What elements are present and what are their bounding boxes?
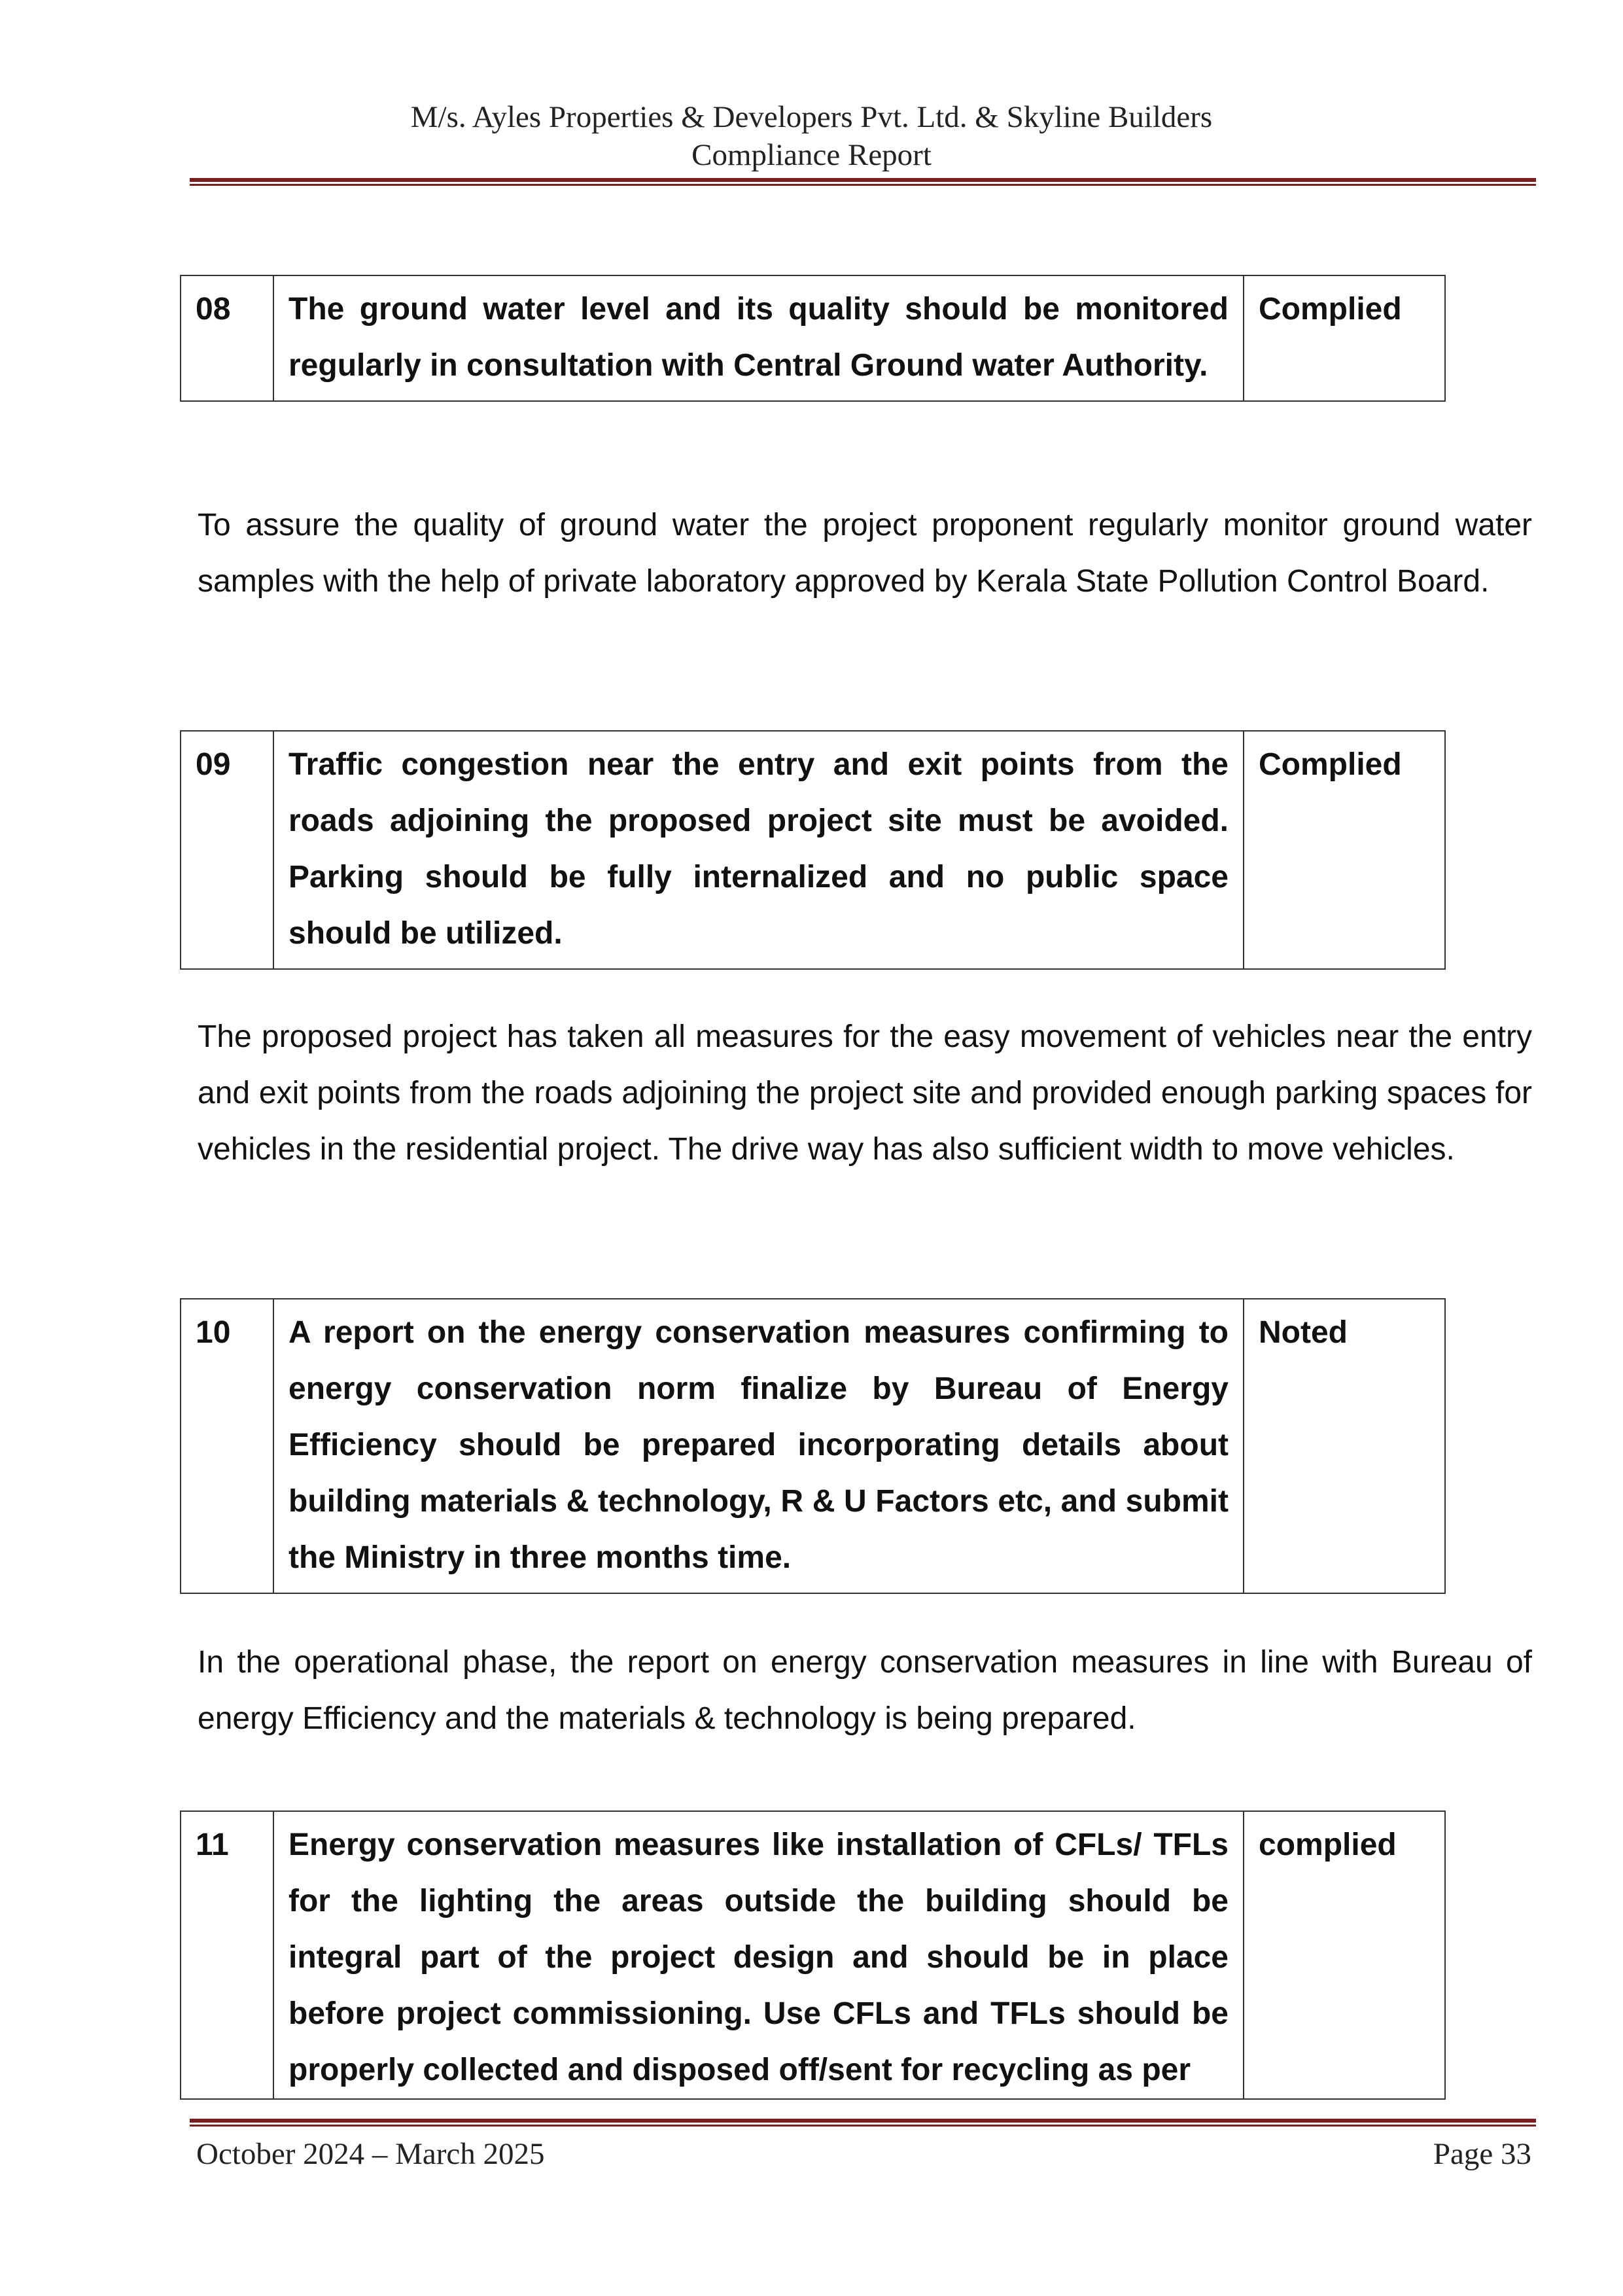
footer-period: October 2024 – March 2025: [196, 2137, 545, 2171]
header-divider: [190, 178, 1536, 186]
condition-table-10: [180, 1298, 1446, 1594]
header-report-title: Compliance Report: [691, 138, 932, 172]
condition-text: Energy conservation measures like installation of CFLs/ TFLs for the lighting the areas outside the building should be integral part of the project design and should be in place before project commissioning. Use CFLs and TFLs should be properly collected and disposed off/sent for recycling as per: [273, 1811, 1244, 2099]
condition-table-11: [180, 1810, 1446, 2100]
compliance-status: Noted: [1244, 1299, 1445, 1593]
condition-text: A report on the energy conservation measures confirming to energy conservation norm finalize by Bureau of Energy Efficiency should be prepared incorporating details about building materials & technology, R & U Factors etc, and submit the Ministry in three months time.: [273, 1299, 1244, 1593]
condition-table-09: [180, 730, 1446, 970]
response-paragraph-08: To assure the quality of ground water the project proponent regularly monitor ground water samples with the help of private laboratory approved by Kerala State Pollution Control Board.: [198, 508, 1532, 599]
condition-text: Traffic congestion near the entry and exit points from the roads adjoining the proposed project site must be avoided. Parking should be fully internalized and no public space should be utilized.: [273, 731, 1244, 969]
page-header: [0, 98, 1623, 174]
compliance-status: Complied: [1244, 731, 1445, 969]
table-row: [181, 1811, 1445, 2099]
condition-number: 09: [181, 731, 273, 969]
response-paragraph-09: The proposed project has taken all measures for the easy movement of vehicles near the entry and exit points from the roads adjoining the project site and provided enough parking spaces for vehicles in the residential project. The drive way has also sufficient width to move vehicles.: [198, 1019, 1532, 1167]
condition-table-08: [180, 275, 1446, 402]
compliance-status: complied: [1244, 1811, 1445, 2099]
header-company: M/s. Ayles Properties & Developers Pvt. Ltd. & Skyline Builders: [410, 100, 1213, 134]
page-number: Page 33: [1433, 2137, 1531, 2171]
footer-divider: [190, 2119, 1536, 2127]
condition-number: 08: [181, 275, 273, 401]
condition-number: 11: [181, 1811, 273, 2099]
table-row: [181, 1299, 1445, 1593]
condition-number: 10: [181, 1299, 273, 1593]
table-row: [181, 731, 1445, 969]
condition-text: The ground water level and its quality should be monitored regularly in consultation with Central Ground water Authority.: [273, 275, 1244, 401]
table-row: [181, 275, 1445, 401]
response-paragraph-10: In the operational phase, the report on energy conservation measures in line with Bureau of energy Efficiency and the materials & technology is being prepared.: [198, 1645, 1532, 1736]
compliance-status: Complied: [1244, 275, 1445, 401]
